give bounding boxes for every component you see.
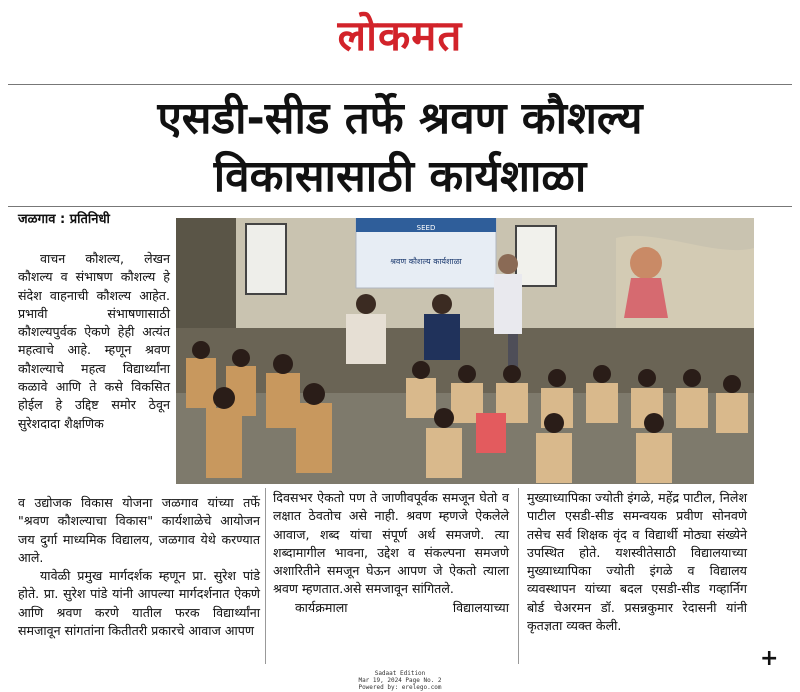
- classroom-photo: [176, 218, 754, 484]
- dateline: जळगाव : प्रतिनिधी: [18, 212, 110, 227]
- article-paragraph-5: मुख्याध्यापिका ज्योती इंगळे, महेंद्र पाटील, निलेश पाटील एसडी-सीड समन्वयक प्रवीण सोनवणे तसेच सर्व शिक्षक वृंद व विद्यार्थी मोठ्या संख्येने उपस्थित होते. यशस्वीतेसाठी विद्यालयाच्या मुख्याध्यापिका ज्योती इंगळे व विद्यालय व्यवस्थापन यांच्या बदल एसडी-सीड गव्हार्निग बोर्ड चेअरमन डॉ. प्रसन्नकुमार रेदासनी यांनी कृतज्ञता व्यक्त केली.: [527, 490, 748, 634]
- headline-rule: [8, 206, 792, 207]
- column-divider-2: [518, 488, 519, 664]
- article-column-1-continued: [18, 494, 260, 640]
- article-paragraph-4: कार्यक्रमाला विद्यालयाच्या: [295, 599, 509, 615]
- article-paragraph-3: दिवसभर ऐकतो पण ते जाणीवपूर्वक समजून घेतो व लक्षात ठेवतोच असे नाही. श्रवण म्हणजे ऐकलेले आवाज, शब्द यांचा संपूर्ण अर्थ समजणे. त्या शब्दामागील भावना, उद्देश व संकल्पना समजणे अशारितीने समजून घेऊन आपण जे ऐकतो त्याला श्रवण म्हणतात.असे समजावून सांगितले.: [273, 490, 509, 597]
- article-paragraph-1: वाचन कौशल्य, लेखन कौशल्य व संभाषण कौशल्य हे संदेश वाहनाची कौशल्य आहेत. प्रभावी संभाषणासाठी कौशल्यपुर्वक ऐकणे हेही अत्यंत महत्वाचे आहे. म्हणून श्रवण कौशल्याचे महत्व विद्यार्थ्यांना कळावे आणि ते कसे विकसित होईल हे उद्दिष्ट समोर ठेवून सुरेशदादा शैक्षणिक: [18, 251, 170, 431]
- column-divider-1: [265, 488, 266, 664]
- article-column-2: [273, 489, 509, 617]
- article-photo: [176, 218, 754, 484]
- article-paragraph-2: यावेळी प्रमुख मार्गदर्शक म्हणून प्रा. सुरेश पांडे होते. प्रा. सुरेश पांडे यांनी आपल्या मार्गदर्शनात ऐकणे आणि श्रवण करणे यातील फरक विद्यार्थ्यांना समजावून सांगतांना कितीतरी प्रकारचे आवाज आपण: [18, 568, 260, 639]
- article-column-3: [527, 489, 747, 635]
- headline-line-1: एसडी-सीड तर्फे श्रवण कौशल्य: [157, 93, 643, 144]
- article-column-1: [18, 250, 170, 433]
- footer-date-page: Mar 19, 2024 Page No. 2: [358, 677, 442, 684]
- article-paragraph-1-continued: व उद्योजक विकास योजना जळगाव यांच्या तर्फे "श्रवण कौशल्याचा विकास" कार्यशाळेचे आयोजन जय दुर्गा माध्यमिक विद्यालय, जळगाव येथे करण्यात आले.: [18, 495, 260, 565]
- headline-line-2: विकासासाठी कार्यशाळा: [213, 151, 587, 202]
- banner-text: श्रवण कौशल्य कार्यशाळा: [390, 257, 462, 266]
- masthead-logo: लोकमत: [337, 11, 463, 60]
- top-rule: [8, 84, 792, 85]
- expand-plus-icon[interactable]: +: [760, 646, 779, 671]
- svg-text:SEED: SEED: [416, 224, 436, 232]
- footer-edition: Sadaat Edition: [374, 670, 426, 677]
- footer-powered-by: Powered by: erelego.com: [358, 684, 442, 691]
